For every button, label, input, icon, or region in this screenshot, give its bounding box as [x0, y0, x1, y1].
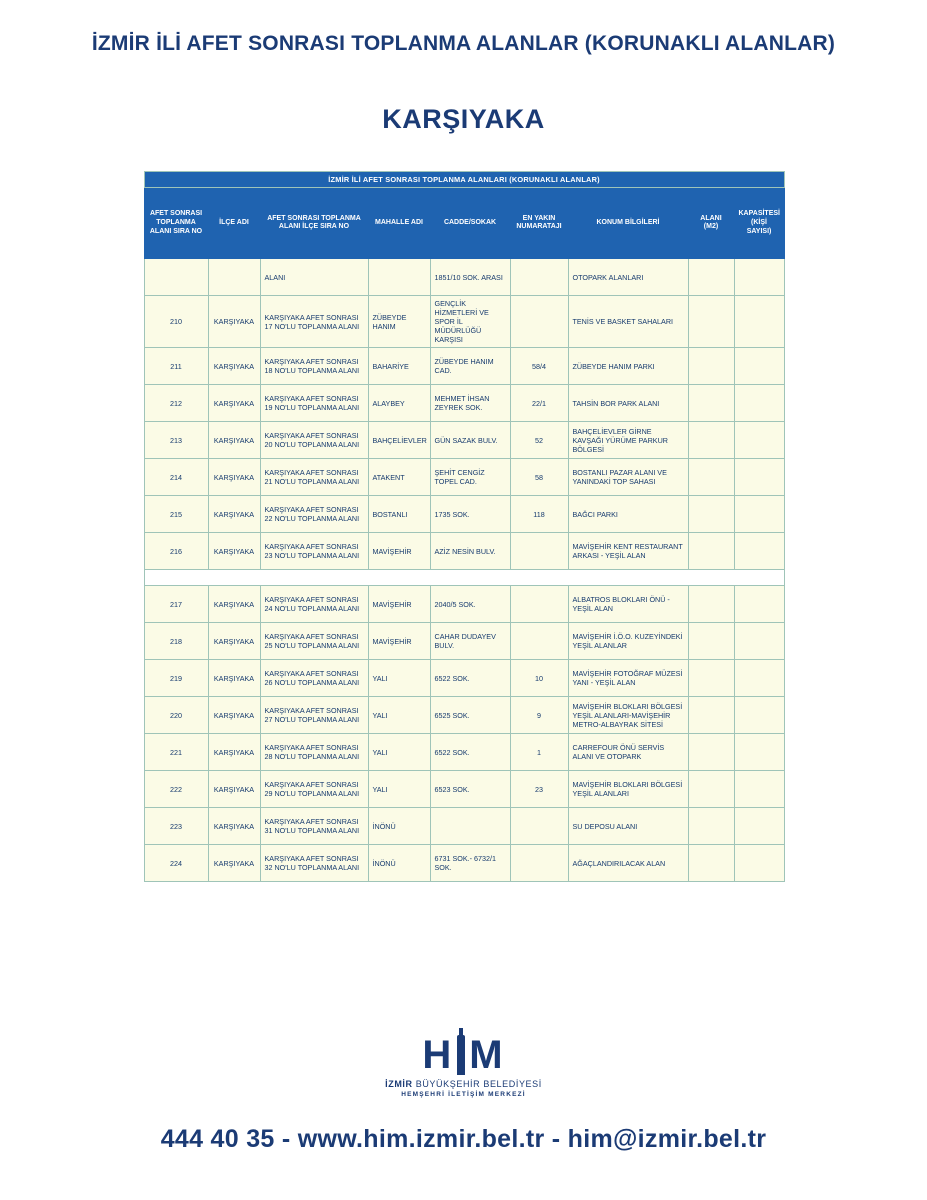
cell-cadde-sokak: ŞEHİT CENGİZ TOPEL CAD. — [430, 459, 510, 496]
cell-konum-bilgileri: CARREFOUR ÖNÜ SERVİS ALANI VE OTOPARK — [568, 734, 688, 771]
cell-ilce-sira-no: ALANI — [260, 259, 368, 296]
cell-ilce-adi: KARŞIYAKA — [208, 296, 260, 348]
clock-tower-icon — [453, 1035, 469, 1075]
table-row — [144, 348, 784, 385]
cell-alani — [688, 259, 734, 296]
cell-sira-no: 210 — [144, 296, 208, 348]
table-banner-text: İZMİR İLİ AFET SONRASI TOPLANMA ALANLARI (KORUNAKLI ALANLAR) — [144, 172, 784, 188]
column-header-alani: ALANI (M2) — [688, 188, 734, 259]
cell-konum-bilgileri: OTOPARK ALANLARI — [568, 259, 688, 296]
column-header-ilce-sira-no: AFET SONRASI TOPLANMA ALANI İLÇE SIRA NO — [260, 188, 368, 259]
cell-ilce-adi: KARŞIYAKA — [208, 422, 260, 459]
table-row — [144, 533, 784, 570]
cell-ilce-sira-no: KARŞIYAKA AFET SONRASI 26 NO'LU TOPLANMA ALANI — [260, 660, 368, 697]
cell-alani — [688, 459, 734, 496]
cell-cadde-sokak: AZİZ NESİN BULV. — [430, 533, 510, 570]
contact-info: 444 40 35 - www.him.izmir.bel.tr - him@izmir.bel.tr — [160, 1125, 767, 1153]
cell-numarataj — [510, 586, 568, 623]
cell-alani — [688, 808, 734, 845]
cell-konum-bilgileri: TAHSİN BOR PARK ALANI — [568, 385, 688, 422]
table-row — [144, 845, 784, 882]
cell-mahalle-adi: BAHARİYE — [368, 348, 430, 385]
cell-mahalle-adi: İNÖNÜ — [368, 845, 430, 882]
cell-sira-no — [144, 259, 208, 296]
table-row — [144, 459, 784, 496]
cell-mahalle-adi: YALI — [368, 660, 430, 697]
cell-kapasitesi — [734, 259, 784, 296]
cell-mahalle-adi: MAVİŞEHİR — [368, 623, 430, 660]
table-row — [144, 660, 784, 697]
cell-kapasitesi — [734, 496, 784, 533]
table-row — [144, 808, 784, 845]
cell-sira-no: 218 — [144, 623, 208, 660]
table-section-gap — [144, 570, 784, 586]
cell-ilce-adi: KARŞIYAKA — [208, 845, 260, 882]
cell-mahalle-adi: YALI — [368, 771, 430, 808]
cell-cadde-sokak: 6522 SOK. — [430, 660, 510, 697]
cell-sira-no: 221 — [144, 734, 208, 771]
logo-subtitle-municipality — [0, 1079, 927, 1089]
table-row — [144, 697, 784, 734]
cell-kapasitesi — [734, 533, 784, 570]
cell-numarataj: 9 — [510, 697, 568, 734]
cell-ilce-sira-no: KARŞIYAKA AFET SONRASI 17 NO'LU TOPLANMA ALANI — [260, 296, 368, 348]
cell-mahalle-adi: ZÜBEYDE HANIM — [368, 296, 430, 348]
logo-subtitle-center: HEMŞEHRİ İLETİŞİM MERKEZİ — [401, 1091, 526, 1098]
logo-subtitle-rest: BÜYÜKŞEHİR BELEDİYESİ — [412, 1079, 542, 1089]
cell-cadde-sokak: 6523 SOK. — [430, 771, 510, 808]
cell-sira-no: 220 — [144, 697, 208, 734]
cell-cadde-sokak: MEHMET İHSAN ZEYREK SOK. — [430, 385, 510, 422]
cell-ilce-adi: KARŞIYAKA — [208, 586, 260, 623]
cell-cadde-sokak: 6525 SOK. — [430, 697, 510, 734]
cell-alani — [688, 385, 734, 422]
cell-kapasitesi — [734, 586, 784, 623]
cell-numarataj — [510, 808, 568, 845]
table-row — [144, 734, 784, 771]
cell-mahalle-adi — [368, 259, 430, 296]
cell-numarataj: 22/1 — [510, 385, 568, 422]
table-row — [144, 623, 784, 660]
cell-numarataj — [510, 259, 568, 296]
document-title: İZMİR İLİ AFET SONRASI TOPLANMA ALANLAR (KORUNAKLI ALANLAR) — [91, 32, 836, 55]
cell-kapasitesi — [734, 697, 784, 734]
cell-alani — [688, 734, 734, 771]
cell-mahalle-adi: YALI — [368, 734, 430, 771]
cell-ilce-adi: KARŞIYAKA — [208, 697, 260, 734]
cell-numarataj: 58 — [510, 459, 568, 496]
cell-kapasitesi — [734, 808, 784, 845]
cell-cadde-sokak: 6731 SOK.- 6732/1 SOK. — [430, 845, 510, 882]
cell-numarataj: 52 — [510, 422, 568, 459]
cell-kapasitesi — [734, 660, 784, 697]
cell-konum-bilgileri: MAVİŞEHİR BLOKLARI BÖLGESİ YEŞİL ALANLARI — [568, 771, 688, 808]
table-row — [144, 771, 784, 808]
cell-ilce-adi: KARŞIYAKA — [208, 348, 260, 385]
column-header-cadde-sokak: CADDE/SOKAK — [430, 188, 510, 259]
cell-sira-no: 216 — [144, 533, 208, 570]
cell-konum-bilgileri: ZÜBEYDE HANIM PARKI — [568, 348, 688, 385]
cell-ilce-sira-no: KARŞIYAKA AFET SONRASI 19 NO'LU TOPLANMA ALANI — [260, 385, 368, 422]
him-logo — [0, 1035, 927, 1098]
column-header-konum-bilgileri: KONUM BİLGİLERİ — [568, 188, 688, 259]
cell-kapasitesi — [734, 459, 784, 496]
cell-ilce-adi: KARŞIYAKA — [208, 623, 260, 660]
cell-cadde-sokak: ZÜBEYDE HANIM CAD. — [430, 348, 510, 385]
logo-letter-m: M — [469, 1033, 505, 1077]
cell-ilce-sira-no: KARŞIYAKA AFET SONRASI 29 NO'LU TOPLANMA ALANI — [260, 771, 368, 808]
cell-konum-bilgileri: AĞAÇLANDIRILACAK ALAN — [568, 845, 688, 882]
cell-sira-no: 214 — [144, 459, 208, 496]
cell-cadde-sokak: CAHAR DUDAYEV BULV. — [430, 623, 510, 660]
cell-cadde-sokak: 1735 SOK. — [430, 496, 510, 533]
cell-sira-no: 215 — [144, 496, 208, 533]
cell-ilce-sira-no: KARŞIYAKA AFET SONRASI 27 NO'LU TOPLANMA ALANI — [260, 697, 368, 734]
table-banner-row — [144, 172, 784, 188]
cell-kapasitesi — [734, 623, 784, 660]
district-title: KARŞIYAKA — [382, 104, 545, 134]
table-row — [144, 385, 784, 422]
cell-ilce-sira-no: KARŞIYAKA AFET SONRASI 24 NO'LU TOPLANMA ALANI — [260, 586, 368, 623]
cell-numarataj: 23 — [510, 771, 568, 808]
column-header-sira-no: AFET SONRASI TOPLANMA ALANI SIRA NO — [144, 188, 208, 259]
cell-ilce-sira-no: KARŞIYAKA AFET SONRASI 22 NO'LU TOPLANMA ALANI — [260, 496, 368, 533]
table-body-part-1 — [144, 259, 784, 586]
table-row — [144, 586, 784, 623]
assembly-areas-table — [144, 171, 785, 882]
cell-konum-bilgileri: MAVİŞEHİR FOTOĞRAF MÜZESİ YANI - YEŞİL ALAN — [568, 660, 688, 697]
cell-sira-no: 223 — [144, 808, 208, 845]
cell-cadde-sokak: GENÇLİK HİZMETLERİ VE SPOR İL MÜDÜRLÜĞÜ KARŞISI — [430, 296, 510, 348]
cell-ilce-adi: KARŞIYAKA — [208, 734, 260, 771]
cell-cadde-sokak: 2040/5 SOK. — [430, 586, 510, 623]
column-header-ilce-adi: İLÇE ADI — [208, 188, 260, 259]
cell-numarataj — [510, 845, 568, 882]
cell-sira-no: 222 — [144, 771, 208, 808]
cell-ilce-adi: KARŞIYAKA — [208, 496, 260, 533]
cell-numarataj: 10 — [510, 660, 568, 697]
cell-sira-no: 217 — [144, 586, 208, 623]
cell-sira-no: 224 — [144, 845, 208, 882]
cell-alani — [688, 845, 734, 882]
logo-letter-h: H — [422, 1033, 454, 1077]
cell-alani — [688, 296, 734, 348]
cell-alani — [688, 586, 734, 623]
cell-ilce-sira-no: KARŞIYAKA AFET SONRASI 23 NO'LU TOPLANMA ALANI — [260, 533, 368, 570]
cell-mahalle-adi: ALAYBEY — [368, 385, 430, 422]
cell-konum-bilgileri: SU DEPOSU ALANI — [568, 808, 688, 845]
cell-alani — [688, 348, 734, 385]
cell-alani — [688, 660, 734, 697]
cell-alani — [688, 771, 734, 808]
cell-ilce-adi: KARŞIYAKA — [208, 533, 260, 570]
cell-alani — [688, 697, 734, 734]
cell-konum-bilgileri: MAVİŞEHİR İ.Ö.O. KUZEYİNDEKİ YEŞİL ALANLAR — [568, 623, 688, 660]
cell-numarataj: 118 — [510, 496, 568, 533]
cell-konum-bilgileri: TENİS VE BASKET SAHALARI — [568, 296, 688, 348]
cell-ilce-adi: KARŞIYAKA — [208, 808, 260, 845]
column-header-numarataj: EN YAKIN NUMARATAJI — [510, 188, 568, 259]
cell-numarataj — [510, 623, 568, 660]
cell-kapasitesi — [734, 348, 784, 385]
table-row — [144, 422, 784, 459]
cell-cadde-sokak: GÜN SAZAK BULV. — [430, 422, 510, 459]
cell-alani — [688, 422, 734, 459]
table-header-row — [144, 188, 784, 259]
cell-ilce-sira-no: KARŞIYAKA AFET SONRASI 32 NO'LU TOPLANMA ALANI — [260, 845, 368, 882]
cell-alani — [688, 623, 734, 660]
cell-ilce-sira-no: KARŞIYAKA AFET SONRASI 25 NO'LU TOPLANMA ALANI — [260, 623, 368, 660]
cell-sira-no: 211 — [144, 348, 208, 385]
column-header-kapasitesi: KAPASİTESİ (KİŞİ SAYISI) — [734, 188, 784, 259]
cell-mahalle-adi: MAVİŞEHİR — [368, 586, 430, 623]
cell-ilce-adi — [208, 259, 260, 296]
cell-alani — [688, 533, 734, 570]
cell-numarataj: 58/4 — [510, 348, 568, 385]
cell-konum-bilgileri: BOSTANLI PAZAR ALANI VE YANINDAKİ TOP SAHASI — [568, 459, 688, 496]
cell-mahalle-adi: ATAKENT — [368, 459, 430, 496]
table-row — [144, 296, 784, 348]
column-header-mahalle-adi: MAHALLE ADI — [368, 188, 430, 259]
logo-subtitle-izmir: İZMİR — [385, 1079, 413, 1089]
cell-konum-bilgileri: BAĞCI PARKI — [568, 496, 688, 533]
cell-ilce-sira-no: KARŞIYAKA AFET SONRASI 18 NO'LU TOPLANMA ALANI — [260, 348, 368, 385]
cell-mahalle-adi: BAHÇELİEVLER — [368, 422, 430, 459]
cell-kapasitesi — [734, 845, 784, 882]
cell-numarataj: 1 — [510, 734, 568, 771]
cell-ilce-adi: KARŞIYAKA — [208, 459, 260, 496]
cell-numarataj — [510, 296, 568, 348]
cell-mahalle-adi: İNÖNÜ — [368, 808, 430, 845]
cell-kapasitesi — [734, 422, 784, 459]
cell-ilce-adi: KARŞIYAKA — [208, 660, 260, 697]
cell-konum-bilgileri: BAHÇELİEVLER GİRNE KAVŞAĞI YÜRÜME PARKUR BÖLGESİ — [568, 422, 688, 459]
cell-sira-no: 219 — [144, 660, 208, 697]
table-body-part-2 — [144, 586, 784, 882]
table-row — [144, 496, 784, 533]
logo-mark — [422, 1035, 504, 1075]
cell-cadde-sokak — [430, 808, 510, 845]
cell-cadde-sokak: 6522 SOK. — [430, 734, 510, 771]
cell-ilce-adi: KARŞIYAKA — [208, 385, 260, 422]
cell-ilce-sira-no: KARŞIYAKA AFET SONRASI 20 NO'LU TOPLANMA ALANI — [260, 422, 368, 459]
cell-mahalle-adi: BOSTANLI — [368, 496, 430, 533]
cell-kapasitesi — [734, 771, 784, 808]
cell-ilce-sira-no: KARŞIYAKA AFET SONRASI 31 NO'LU TOPLANMA ALANI — [260, 808, 368, 845]
cell-kapasitesi — [734, 385, 784, 422]
cell-ilce-sira-no: KARŞIYAKA AFET SONRASI 21 NO'LU TOPLANMA ALANI — [260, 459, 368, 496]
cell-konum-bilgileri: ALBATROS BLOKLARI ÖNÜ - YEŞİL ALAN — [568, 586, 688, 623]
cell-kapasitesi — [734, 734, 784, 771]
cell-konum-bilgileri: MAVİŞEHİR KENT RESTAURANT ARKASI - YEŞİL ALAN — [568, 533, 688, 570]
cell-kapasitesi — [734, 296, 784, 348]
cell-cadde-sokak: 1851/10 SOK. ARASI — [430, 259, 510, 296]
cell-ilce-adi: KARŞIYAKA — [208, 771, 260, 808]
cell-mahalle-adi: YALI — [368, 697, 430, 734]
cell-alani — [688, 496, 734, 533]
assembly-areas-table-container — [144, 171, 784, 882]
cell-sira-no: 212 — [144, 385, 208, 422]
cell-konum-bilgileri: MAVİŞEHİR BLOKLARI BÖLGESİ YEŞİL ALANLARI-MAVİŞEHİR METRO-ALBAYRAK SİTESİ — [568, 697, 688, 734]
cell-numarataj — [510, 533, 568, 570]
cell-mahalle-adi: MAVİŞEHİR — [368, 533, 430, 570]
cell-sira-no: 213 — [144, 422, 208, 459]
table-row — [144, 259, 784, 296]
cell-ilce-sira-no: KARŞIYAKA AFET SONRASI 28 NO'LU TOPLANMA ALANI — [260, 734, 368, 771]
